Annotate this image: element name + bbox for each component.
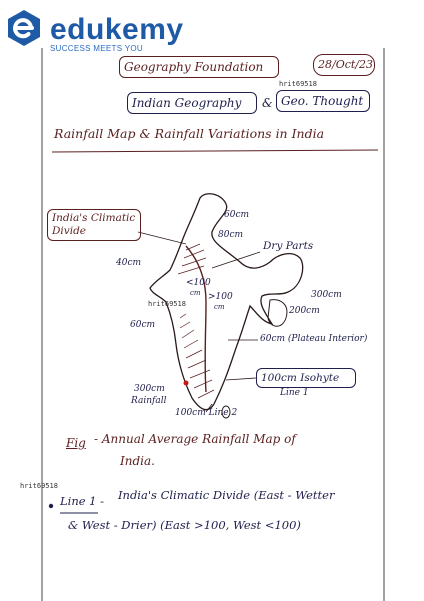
- title-underline: [52, 150, 378, 152]
- figure-caption-prefix: Fig: [66, 436, 86, 450]
- topic-left-box: [127, 92, 257, 114]
- topic-join: &: [262, 96, 273, 110]
- subject-box: [119, 56, 279, 78]
- watermark-3: hrit69518: [20, 482, 58, 490]
- climatic-divide-line: [186, 246, 206, 392]
- topic-right-text: Geo. Thought: [281, 94, 364, 108]
- label-80cm: 80cm: [218, 230, 244, 240]
- label-60cm-top: 60cm: [224, 210, 250, 220]
- topic-right-box: [276, 90, 370, 112]
- date-text: 28/Oct/23: [318, 58, 374, 71]
- watermark-2: hrit69518: [148, 300, 186, 308]
- label-less100-cm: cm: [190, 289, 201, 297]
- label-greater100-cm: cm: [214, 303, 225, 311]
- notes-bullet: [49, 504, 53, 508]
- brand-name: edukemy: [50, 13, 184, 46]
- subject-text: Geography Foundation: [124, 60, 264, 74]
- label-300cm-rain: 300cm: [134, 384, 165, 394]
- label-less100: <100: [186, 278, 211, 288]
- label-greater100: >100: [208, 292, 233, 302]
- label-60cm-left: 60cm: [130, 320, 156, 330]
- north-hatching: [178, 244, 206, 274]
- brand-tagline: SUCCESS MEETS YOU: [50, 44, 143, 53]
- label-300cm-right: 300cm: [311, 290, 342, 300]
- label-200cm: 200cm: [289, 306, 320, 316]
- figure-caption-line1: - Annual Average Rainfall Map of: [94, 432, 296, 446]
- label-dry-parts: Dry Parts: [263, 240, 314, 252]
- label-line1: Line 1: [280, 388, 309, 398]
- rainfall-dot: [184, 381, 189, 386]
- topic-left-text: Indian Geography: [132, 96, 242, 110]
- isohyte-box: [256, 368, 356, 388]
- page-title: Rainfall Map & Rainfall Variations in India: [54, 126, 325, 141]
- notes-bullet-label: Line 1 -: [60, 494, 105, 508]
- label-plateau: 60cm (Plateau Interior): [260, 334, 368, 344]
- label-line2: 100cm Line 2: [175, 408, 238, 418]
- label-rainfall: Rainfall: [131, 396, 167, 406]
- label-40cm: 40cm: [116, 258, 142, 268]
- watermark-1: hrit69518: [279, 80, 317, 88]
- isohyte-label: 100cm Isohyte: [261, 372, 340, 384]
- climatic-divide-box: [47, 209, 141, 241]
- notes-line1: India's Climatic Divide (East - Wetter: [118, 488, 335, 502]
- notes-line2: & West - Drier) (East >100, West <100): [68, 518, 301, 532]
- date-box: [313, 54, 375, 76]
- west-coast-hatching: [180, 314, 214, 398]
- figure-caption-line2: India.: [120, 454, 155, 468]
- climatic-divide-label: India's Climatic Divide: [52, 212, 136, 237]
